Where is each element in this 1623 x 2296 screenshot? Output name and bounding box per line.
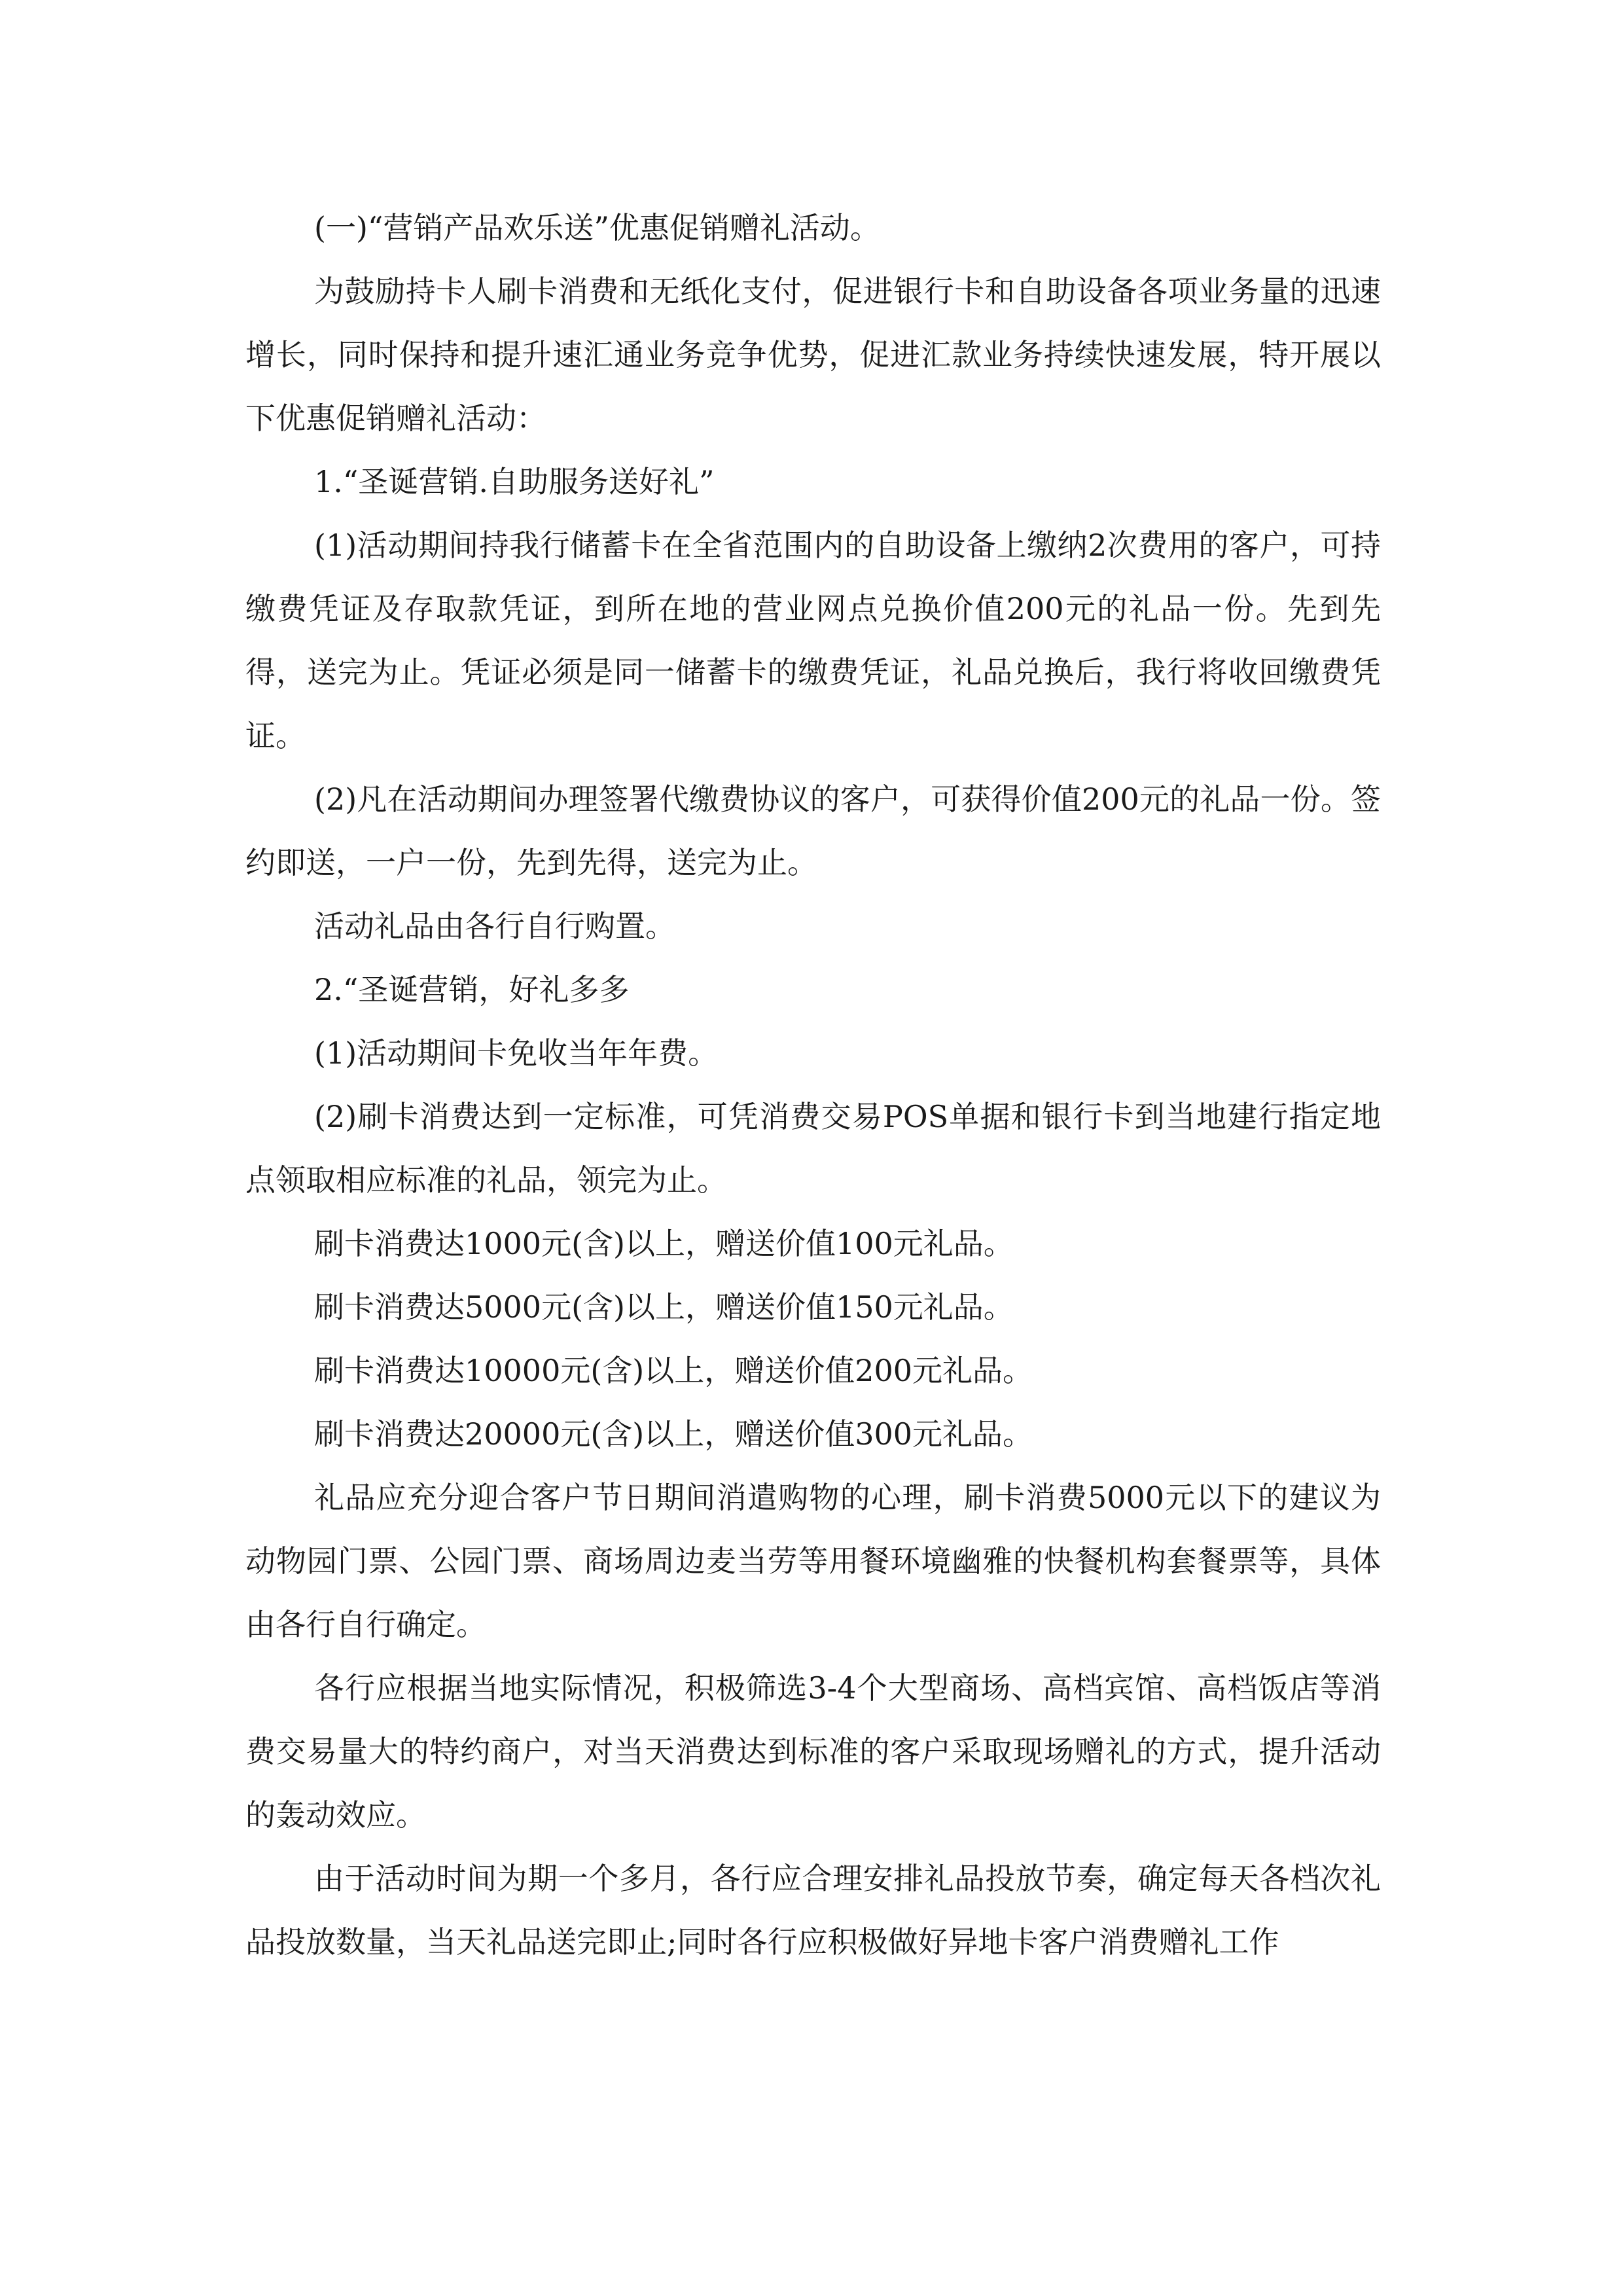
section-heading: (一)“营销产品欢乐送”优惠促销赠礼活动。 [314,210,880,245]
tier-20000: 刷卡消费达20000元(含)以上，赠送价值300元礼品。 [314,1416,1033,1452]
item-1-heading: 1.“圣诞营销.自助服务送好礼” [314,464,715,499]
tier-5000: 刷卡消费达5000元(含)以上，赠送价值150元礼品。 [314,1289,1014,1325]
gift-purchase-note: 活动礼品由各行自行购置。 [314,908,675,944]
item-2-rule-2: (2)刷卡消费达到一定标准，可凭消费交易POS单据和银行卡到当地建行指定地点领取相应标准的礼品，领完为止。 [245,1099,1381,1198]
tier-1000: 刷卡消费达1000元(含)以上，赠送价值100元礼品。 [314,1226,1014,1261]
item-1-rule-2: (2)凡在活动期间办理签署代缴费协议的客户，可获得价值200元的礼品一份。签约即送，一户一份，先到先得，送完为止。 [245,781,1381,880]
gift-suggestion-paragraph: 礼品应充分迎合客户节日期间消遣购物的心理，刷卡消费5000元以下的建议为动物园门票、公园门票、商场周边麦当劳等用餐环境幽雅的快餐机构套餐票等，具体由各行自行确定。 [245,1480,1381,1642]
tier-10000: 刷卡消费达10000元(含)以上，赠送价值200元礼品。 [314,1353,1033,1388]
schedule-paragraph: 由于活动时间为期一个多月，各行应合理安排礼品投放节奏，确定每天各档次礼品投放数量，当天礼品送完即止;同时各行应积极做好异地卡客户消费赠礼工作 [245,1861,1381,1960]
intro-paragraph: 为鼓励持卡人刷卡消费和无纸化支付，促进银行卡和自助设备各项业务量的迅速增长，同时保持和提升速汇通业务竞争优势，促进汇款业务持续快速发展，特开展以下优惠促销赠礼活动： [245,274,1381,436]
item-2-heading: 2.“圣诞营销，好礼多多 [314,972,630,1007]
merchant-selection-paragraph: 各行应根据当地实际情况，积极筛选3-4个大型商场、高档宾馆、高档饭店等消费交易量大的特约商户，对当天消费达到标准的客户采取现场赠礼的方式，提升活动的轰动效应。 [245,1670,1381,1833]
item-2-rule-1: (1)活动期间卡免收当年年费。 [314,1035,719,1071]
item-1-rule-1: (1)活动期间持我行储蓄卡在全省范围内的自助设备上缴纳2次费用的客户，可持缴费凭证及存取款凭证，到所在地的营业网点兑换价值200元的礼品一份。先到先得，送完为止。凭证必须是同一储蓄卡的缴费凭证，礼品兑换后，我行将收回缴费凭证。 [245,528,1381,753]
